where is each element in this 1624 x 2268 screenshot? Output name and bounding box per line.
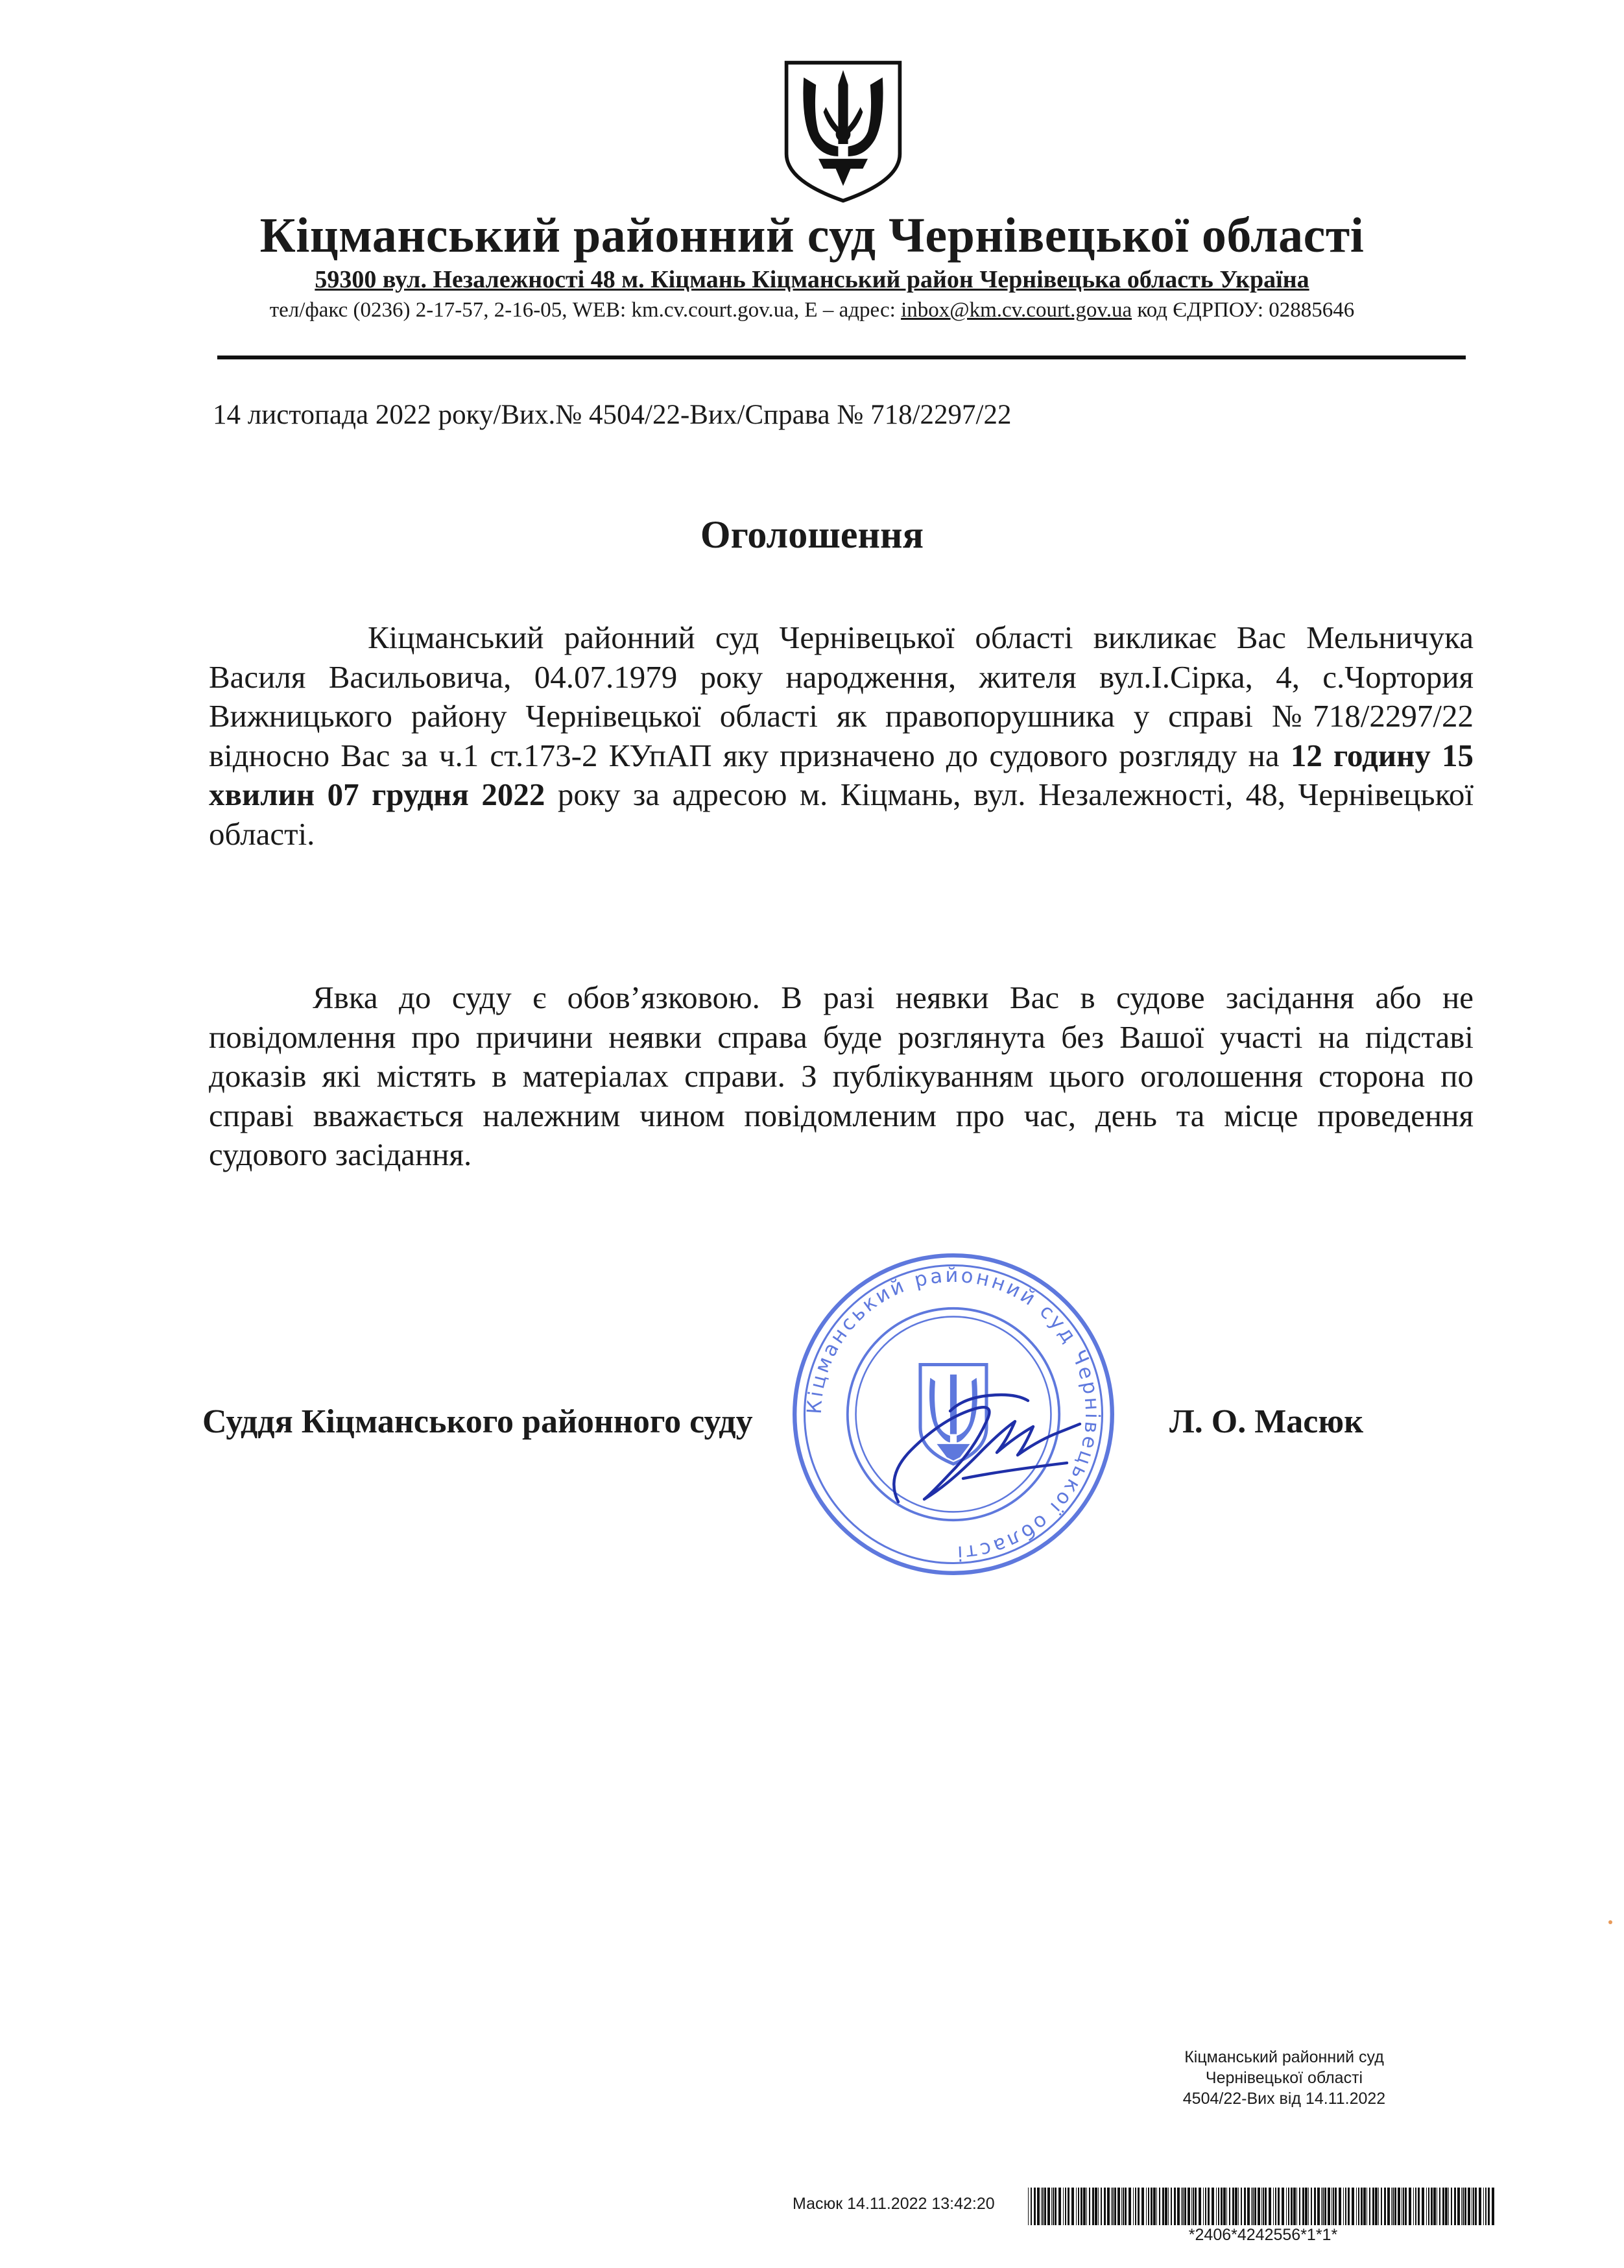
barcode-bar bbox=[1413, 2188, 1414, 2225]
barcode-bar bbox=[1162, 2188, 1164, 2225]
barcode-bar bbox=[1053, 2188, 1054, 2225]
barcode-bar bbox=[1063, 2188, 1064, 2225]
barcode-bar bbox=[1381, 2188, 1382, 2225]
barcode-bar bbox=[1104, 2188, 1106, 2225]
barcode-bar bbox=[1398, 2188, 1400, 2225]
barcode-bar bbox=[1205, 2188, 1206, 2225]
barcode-bar bbox=[1488, 2188, 1490, 2225]
barcode-bar bbox=[1071, 2188, 1074, 2225]
barcode-bar bbox=[1463, 2188, 1464, 2225]
barcode-bar bbox=[1356, 2188, 1357, 2225]
barcode-bar bbox=[1324, 2188, 1326, 2225]
barcode-bar bbox=[1475, 2188, 1477, 2225]
barcode-bar bbox=[1464, 2188, 1466, 2225]
barcode-bar bbox=[1384, 2188, 1386, 2225]
barcode-bar bbox=[1083, 2188, 1086, 2225]
barcode-bar bbox=[1361, 2188, 1363, 2225]
barcode-bar bbox=[1333, 2188, 1334, 2225]
barcode-bar bbox=[1269, 2188, 1271, 2225]
barcode-bar bbox=[1221, 2188, 1223, 2225]
barcode-bar bbox=[1308, 2188, 1309, 2225]
barcode-bar bbox=[1254, 2188, 1256, 2225]
barcode-bar bbox=[1288, 2188, 1289, 2225]
barcode-bar bbox=[1418, 2188, 1420, 2225]
barcode-bar bbox=[1034, 2188, 1036, 2225]
scan-speck bbox=[1608, 1920, 1612, 1924]
trident-coat-of-arms-icon bbox=[782, 57, 905, 206]
signed-by-stamp: Масюк 14.11.2022 13:42:20 bbox=[793, 2195, 995, 2213]
barcode-bar bbox=[1047, 2188, 1050, 2225]
barcode-bar bbox=[1042, 2188, 1044, 2225]
reference-line: 14 листопада 2022 року/Вих.№ 4504/22-Вих/Справа № 718/2297/22 bbox=[213, 400, 1012, 430]
barcode-bar bbox=[1095, 2188, 1097, 2225]
barcode-bar bbox=[1409, 2188, 1411, 2225]
barcode-bar bbox=[1314, 2188, 1316, 2225]
barcode-bar bbox=[1168, 2188, 1169, 2225]
paragraph1-text-before: Кіцманський районний суд Чернівецької області викликає Вас Мельничука Василя Васильовича, 04.07.1979 року народження, жителя вул.І.Сірка, 4, с.Чортория Вижницького району Чернівецької області як правопорушника у справі №718/2297/22 відносно Вас за ч.1 ст.173-2 КУпАП яку призначено до судового розгляду на bbox=[209, 620, 1474, 773]
barcode-bar bbox=[1448, 2188, 1449, 2225]
barcode-bar bbox=[1261, 2188, 1262, 2225]
barcode-bar bbox=[1415, 2188, 1416, 2225]
barcode-bar bbox=[1174, 2188, 1176, 2225]
barcode-bar bbox=[1141, 2188, 1144, 2225]
barcode-bar bbox=[1387, 2188, 1390, 2225]
barcode-bar bbox=[1258, 2188, 1260, 2225]
barcode-bar bbox=[1335, 2188, 1337, 2225]
paragraph1-text-after: року за адресою м. Кіцмань, вул. Незалежності, 48, Чернівецької області. bbox=[209, 777, 1474, 852]
barcode-bar bbox=[1372, 2188, 1374, 2225]
barcode-bar bbox=[1156, 2188, 1157, 2225]
barcode-bar bbox=[1265, 2188, 1267, 2225]
barcode-bar bbox=[1473, 2188, 1474, 2225]
barcode-bar bbox=[1422, 2188, 1424, 2225]
barcode-bar bbox=[1251, 2188, 1252, 2225]
barcode-bar bbox=[1148, 2188, 1149, 2225]
barcode-bar bbox=[1394, 2188, 1396, 2225]
barcode-bar bbox=[1218, 2188, 1219, 2225]
court-address: 59300 вул. Незалежності 48 м. Кіцмань Кіцманський район Чернівецька область Україна bbox=[315, 266, 1309, 293]
barcode-bar bbox=[1123, 2188, 1124, 2225]
barcode-bar bbox=[1273, 2188, 1274, 2225]
barcode-bar bbox=[1317, 2188, 1320, 2225]
barcode-bar bbox=[1363, 2188, 1366, 2225]
barcode-bar bbox=[1352, 2188, 1354, 2225]
barcode-bar bbox=[1293, 2188, 1296, 2225]
barcode-bar bbox=[1117, 2188, 1120, 2225]
barcode-bar bbox=[1392, 2188, 1394, 2225]
registration-court-line1: Кіцманський районний суд bbox=[1184, 2048, 1384, 2066]
barcode-bar bbox=[1044, 2188, 1046, 2225]
barcode-bar bbox=[1078, 2188, 1079, 2225]
barcode-bar bbox=[1263, 2188, 1264, 2225]
barcode-bar bbox=[1479, 2188, 1481, 2225]
barcode-bar bbox=[1369, 2188, 1370, 2225]
judge-title: Суддя Кіцманського районного суду bbox=[202, 1403, 753, 1440]
barcode-bar bbox=[1081, 2188, 1082, 2225]
barcode-bar bbox=[1403, 2188, 1404, 2225]
barcode-bar bbox=[1086, 2188, 1087, 2225]
barcode-bar bbox=[1405, 2188, 1407, 2225]
barcode-bar bbox=[1244, 2188, 1246, 2225]
barcode-bar bbox=[1322, 2188, 1324, 2225]
barcode-bar bbox=[1188, 2188, 1190, 2225]
barcode-bar bbox=[1216, 2188, 1217, 2225]
barcode-bar bbox=[1331, 2188, 1332, 2225]
barcode-bar bbox=[1089, 2188, 1090, 2225]
barcode-bar bbox=[1321, 2188, 1322, 2225]
barcode-bar bbox=[1212, 2188, 1214, 2225]
barcode-bar bbox=[1232, 2188, 1234, 2225]
barcode-number: *2406*4242556*1*1* bbox=[1188, 2226, 1338, 2244]
barcode-bar bbox=[1208, 2188, 1210, 2225]
barcode-bar bbox=[1165, 2188, 1167, 2225]
barcode-bar bbox=[1041, 2188, 1042, 2225]
court-name: Кіцманський районний суд Чернівецької області bbox=[259, 208, 1365, 263]
barcode-bar bbox=[1028, 2188, 1029, 2225]
contacts-prefix: тел/факс (0236) 2-17-57, 2-16-05, WEB: km.cv.court.gov.ua, E – адрес: bbox=[269, 298, 902, 322]
header-divider bbox=[217, 356, 1466, 359]
barcode-bar bbox=[1159, 2188, 1160, 2225]
barcode-bar bbox=[1177, 2188, 1180, 2225]
barcode-bar bbox=[1241, 2188, 1242, 2225]
barcode-bar bbox=[1182, 2188, 1184, 2225]
barcode-bar bbox=[1345, 2188, 1346, 2225]
barcode-bar bbox=[1146, 2188, 1147, 2225]
court-contacts bbox=[0, 296, 1624, 324]
barcode-bar bbox=[1311, 2188, 1312, 2225]
barcode-bar bbox=[1378, 2188, 1379, 2225]
barcode-bar bbox=[1111, 2188, 1112, 2225]
seal-ring-text: Кіцманський районний суд Чернівецької області bbox=[803, 1264, 1104, 1565]
barcode-bar bbox=[1065, 2188, 1066, 2225]
barcode-bar bbox=[1199, 2188, 1201, 2225]
barcode-bar bbox=[1195, 2188, 1197, 2225]
barcode-bar bbox=[1133, 2188, 1134, 2225]
registration-court-line2: Чернівецької області bbox=[1205, 2069, 1363, 2087]
barcode-bar bbox=[1454, 2188, 1456, 2225]
barcode-bar bbox=[1238, 2188, 1239, 2225]
barcode-bar bbox=[1358, 2188, 1359, 2225]
barcode-bar bbox=[1051, 2188, 1052, 2225]
barcode-bar bbox=[1278, 2188, 1280, 2225]
barcode-bar bbox=[1153, 2188, 1156, 2225]
barcode-bar bbox=[1348, 2188, 1350, 2225]
barcode-bar bbox=[1468, 2188, 1470, 2225]
barcode-bar bbox=[1439, 2188, 1440, 2225]
barcode-bar bbox=[1483, 2188, 1484, 2225]
barcode-bar bbox=[1223, 2188, 1226, 2225]
barcode-bar bbox=[1252, 2188, 1254, 2225]
barcode-bar bbox=[1135, 2188, 1136, 2225]
barcode-bar bbox=[1426, 2188, 1427, 2225]
barcode-bar bbox=[1092, 2188, 1094, 2225]
barcode-bar bbox=[1193, 2188, 1194, 2225]
barcode-bar bbox=[1203, 2188, 1204, 2225]
registration-block bbox=[1103, 2047, 1466, 2109]
barcode-bar bbox=[1138, 2188, 1140, 2225]
barcode-bar bbox=[1128, 2188, 1131, 2225]
barcode-bar bbox=[1226, 2188, 1227, 2225]
barcode-icon bbox=[1028, 2188, 1498, 2225]
barcode-bar bbox=[1428, 2188, 1429, 2225]
barcode-bar bbox=[1461, 2188, 1462, 2225]
barcode-bar bbox=[1058, 2188, 1061, 2225]
barcode-bar bbox=[1112, 2188, 1114, 2225]
barcode-bar bbox=[1451, 2188, 1452, 2225]
barcode-bar bbox=[1296, 2188, 1297, 2225]
barcode-bar bbox=[1391, 2188, 1392, 2225]
barcode-bar bbox=[1101, 2188, 1102, 2225]
barcode-bar bbox=[1107, 2188, 1110, 2225]
barcode-bar bbox=[1076, 2188, 1077, 2225]
announcement-paragraph-2: Явка до суду є обов’язковою. В разі неявки Вас в судове засідання або не повідомлення про причини неявки справа буде розглянута без Вашої участі на підставі доказів які містять в матеріалах справи. З публікуванням цього оголошення сторона по справі вважається належним чином повідомленим про час, день та місце проведення судового засідання. bbox=[209, 980, 1474, 1172]
barcode-bar bbox=[1291, 2188, 1293, 2225]
handwritten-signature-icon bbox=[872, 1359, 1106, 1528]
barcode-bar bbox=[1282, 2188, 1284, 2225]
barcode-bar bbox=[1191, 2188, 1192, 2225]
barcode-bar bbox=[1114, 2188, 1116, 2225]
barcode-bar bbox=[1125, 2188, 1127, 2225]
announcement-paragraph-1 bbox=[209, 618, 1474, 854]
barcode-bar bbox=[1068, 2188, 1069, 2225]
barcode-bar bbox=[1433, 2188, 1436, 2225]
barcode-bar bbox=[1121, 2188, 1122, 2225]
barcode-bar bbox=[1151, 2188, 1152, 2225]
judge-name: Л. О. Масюк bbox=[1169, 1403, 1364, 1440]
barcode-bar bbox=[1302, 2188, 1304, 2225]
contacts-suffix: код ЄДРПОУ: 02885646 bbox=[1132, 298, 1355, 322]
barcode-bar bbox=[1485, 2188, 1487, 2225]
barcode-bar bbox=[1492, 2188, 1494, 2225]
barcode-bar bbox=[1328, 2188, 1330, 2225]
email-link[interactable]: inbox@km.cv.court.gov.ua bbox=[901, 298, 1132, 322]
barcode-bar bbox=[1339, 2188, 1341, 2225]
barcode-bar bbox=[1037, 2188, 1040, 2225]
barcode-bar bbox=[1055, 2188, 1057, 2225]
barcode-bar bbox=[1343, 2188, 1344, 2225]
barcode-bar bbox=[1275, 2188, 1276, 2225]
barcode-bar bbox=[1181, 2188, 1182, 2225]
barcode-bar bbox=[1098, 2188, 1099, 2225]
barcode-bar bbox=[1299, 2188, 1300, 2225]
barcode-bar bbox=[1235, 2188, 1237, 2225]
barcode-bar bbox=[1442, 2188, 1444, 2225]
barcode-bar bbox=[1375, 2188, 1378, 2225]
barcode-bar bbox=[1184, 2188, 1186, 2225]
barcode-bar bbox=[1305, 2188, 1308, 2225]
barcode-bar bbox=[1171, 2188, 1172, 2225]
barcode-bar bbox=[1031, 2188, 1032, 2225]
registration-doc-line: 4504/22-Вих від 14.11.2022 bbox=[1182, 2090, 1386, 2108]
barcode-bar bbox=[1229, 2188, 1230, 2225]
barcode-bar bbox=[1457, 2188, 1460, 2225]
barcode-bar bbox=[1431, 2188, 1433, 2225]
hearing-time: 12 годину 15 хвилин 07 грудня 2022 bbox=[209, 737, 1474, 812]
barcode-bar bbox=[1247, 2188, 1250, 2225]
barcode-bar bbox=[1286, 2188, 1287, 2225]
document-heading: Оголошення bbox=[700, 513, 924, 556]
barcode-bar bbox=[1445, 2188, 1448, 2225]
